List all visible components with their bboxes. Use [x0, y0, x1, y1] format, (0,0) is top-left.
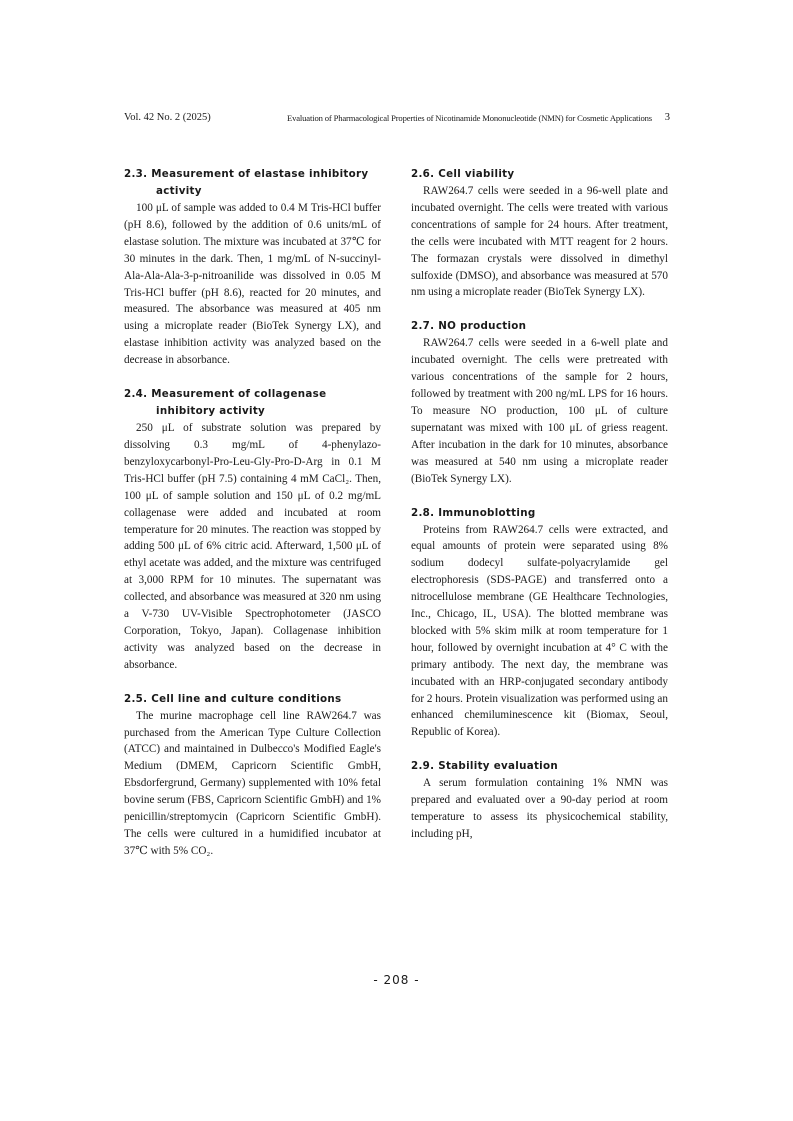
left-column: [124, 166, 381, 860]
page-number: 3: [664, 112, 670, 123]
section-heading: 2.6. Cell viability: [411, 168, 515, 180]
running-header: [124, 110, 670, 128]
section-paragraph: Proteins from RAW264.7 cells were extracted, and equal amounts of protein were separated using 8% sodium dodecyl sulfate-polyacrylamide gel electrophoresis (SDS-PAGE) and transferred onto a nitrocellulose membrane (GE Healthcare Technologies, Inc., Chicago, IL, USA). The blotted membrane was blocked with 5% skim milk at room temperature for 1 hour, followed by overnight incubation at 4° C with the primary antibody. The next day, the membrane was incubated with an HRP-conjugated secondary antibody for 2 hours. Protein visualization was performed using an enhanced chemiluminescence kit (Biomax, Seoul, Republic of Korea).: [411, 523, 668, 739]
section-paragraph: RAW264.7 cells were seeded in a 6-well plate and incubated overnight. The cells were pretreated with various concentrations of the sample for 2 hours, followed by treatment with 200 ng/mL LPS for 16 hours. To measure NO production, 100 μL of culture supernatant was mixed with 100 μL of griess reagent. After incubation in the dark for 10 minutes, absorbance was measured at 540 nm using a microplate reader (BioTek Synergy LX).: [411, 337, 668, 485]
section-cell-line: [124, 691, 381, 860]
running-title: Evaluation of Pharmacological Properties of Nicotinamide Mononucleotide (NMN) for Cosmetic Applications: [287, 113, 652, 123]
section-cell-viability: [411, 166, 668, 301]
section-immunoblotting: [411, 505, 668, 742]
section-heading: 2.3. Measurement of elastase inhibitory activity: [124, 168, 369, 197]
section-stability: [411, 758, 668, 843]
section-paragraph: 100 μL of sample was added to 0.4 M Tris-HCl buffer (pH 8.6), followed by the addition of 0.6 units/mL of elastase solution. The mixture was incubated at 37℃ for 30 minutes in the dark. Then, 1 mg/mL of N-succinyl-Ala-Ala-Ala-3-p-nitroanilide was dissolved in 0.05 M Tris-HCl buffer (pH 8.6), reacted for 20 minutes, and measured. The absorbance was measured at 405 nm using a microplate reader (BioTek Synergy LX), and elastase inhibition activity was analyzed based on the decrease in absorbance.: [124, 202, 381, 367]
section-heading: 2.7. NO production: [411, 320, 527, 333]
section-elastase: [124, 166, 381, 369]
section-collagenase: [124, 386, 381, 674]
right-column: [411, 166, 668, 843]
section-paragraph: 250 μL of substrate solution was prepared by dissolving 0.3 mg/mL of 4-phenylazo-benzyloxycarbonyl-Pro-Leu-Gly-Pro-D-Arg in 0.1 M Tris-HCl buffer (pH 7.5) containing 4 mM CaCl₂. Then, 100 μL of sample solution and 150 μL of 0.2 mg/mL collagenase were added and incubated at room temperature for 20 minutes. The reaction was stopped by adding 500 μL of 6% citric acid. Afterward, 1,500 μL of ethyl acetate was added, and the mixture was centrifuged at 3,000 RPM for 10 minutes. The supernatant was collected, and absorbance was measured at 320 nm using a V-730 UV-Visible Spectrophotometer (JASCO Corporation, Tokyo, Japan). Collagenase inhibition activity was analyzed based on the decrease in absorbance.: [124, 422, 381, 671]
section-paragraph: RAW264.7 cells were seeded in a 96-well plate and incubated overnight. The cells were treated with various concentrations of sample for 24 hours. After treatment, the cells were incubated with MTT reagent for 2 hours. The formazan crystals were dissolved in dimethyl sulfoxide (DMSO), and absorbance was measured at 570 nm using a microplate reader (BioTek Synergy LX).: [411, 185, 668, 299]
journal-volume: Vol. 42 No. 2 (2025): [124, 112, 211, 123]
section-heading: 2.4. Measurement of collagenase inhibitory activity: [124, 388, 327, 418]
section-heading: 2.5. Cell line and culture conditions: [124, 692, 342, 705]
section-heading: 2.9. Stability evaluation: [411, 760, 559, 773]
section-heading: 2.8. Immunoblotting: [411, 506, 536, 519]
section-paragraph: A serum formulation containing 1% NMN was prepared and evaluated over a 90-day period at room temperature to assess its physicochemical stability, including pH,: [411, 777, 668, 840]
section-no-production: [411, 318, 668, 487]
section-paragraph: The murine macrophage cell line RAW264.7 was purchased from the American Type Culture Collection (ATCC) and maintained in Dulbecco's Modified Eagle's Medium (DMEM, Capricorn Scientific GmbH, Ebsdorfergrund, Germany) supplemented with 10% fetal bovine serum (FBS, Capricorn Scientific GmbH) and 1% penicillin/streptomycin (Capricorn Scientific GmbH). The cells were cultured in a humidified incubator at 37℃ with 5% CO₂.: [124, 709, 381, 857]
page-folio: - 208 -: [373, 973, 420, 987]
